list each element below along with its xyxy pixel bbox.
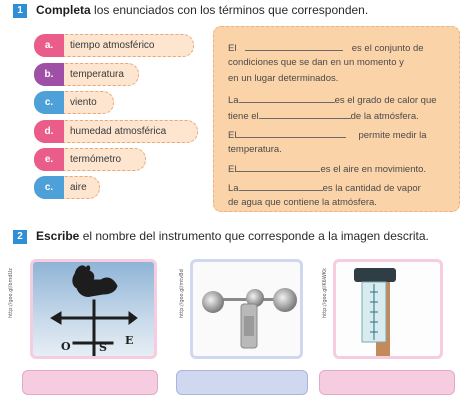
rain-gauge-icon [336,262,440,356]
instruction-bold: Completa [36,3,91,17]
statement-text: El [228,130,237,141]
term-c[interactable] [34,91,114,114]
section-number-2: 2 [13,230,27,244]
image-2-caption: http://goo.gl/mtvBd [179,269,185,318]
term-e[interactable] [34,148,146,171]
statement-text: El [228,43,237,54]
section-number-1: 1 [13,4,27,18]
term-letter: b. [34,63,64,86]
term-text: aire [70,182,87,193]
answer-box-1[interactable] [22,370,158,395]
statement-text: es la cantidad de vapor [322,183,421,194]
statement-text: permite medir la [358,130,427,141]
statement-text: es el grado de calor que [334,95,437,106]
statement-2-line-1 [228,93,437,106]
statement-1-line-2: condiciones que se dan en un momento y [228,57,404,68]
term-text: tiempo atmosférico [70,40,155,51]
statements-panel [213,26,460,212]
answer-box-3[interactable] [319,370,455,395]
instruction-text: los enunciados con los términos que corresponden. [90,3,369,17]
image-1-caption: http://goo.gl/bmdUz [8,268,14,318]
rain-gauge-image [333,259,443,359]
term-text: temperatura [70,69,124,80]
statement-1-line-3: en un lugar determinados. [228,73,339,84]
statement-text: La [228,95,239,106]
term-letter: e. [34,148,64,171]
section-1-instruction [36,3,368,17]
statement-text: La [228,183,239,194]
instruction-bold: Escribe [36,229,80,243]
statement-1-line-1 [228,41,424,54]
statement-5-line-2: de agua que contiene la atmósfera. [228,197,377,208]
statement-text: es el aire en movimiento. [320,164,427,175]
answer-blank-3[interactable] [236,128,346,138]
term-text: viento [70,97,97,108]
statement-text: es el conjunto de [351,43,424,54]
term-a[interactable] [34,34,194,57]
answer-blank-4[interactable] [236,162,320,172]
term-letter: a. [34,34,64,57]
term-letter: c. [34,91,64,114]
statement-3-line-1 [228,128,427,141]
weather-vane-image [30,259,157,359]
answer-blank-1[interactable] [245,41,343,51]
anemometer-icon [193,262,300,356]
weather-vane-icon [33,262,154,356]
answer-blank-2a[interactable] [239,93,335,103]
term-d[interactable] [34,120,198,143]
answer-blank-5[interactable] [239,181,323,191]
statement-3-line-2: temperatura. [228,144,282,155]
section-2-instruction [36,229,429,243]
answer-box-2[interactable] [176,370,308,395]
statement-4 [228,162,426,175]
term-text: termómetro [70,154,122,165]
image-3-caption: http://goo.gl/K6WKk [322,268,328,318]
term-letter: c. [34,176,64,199]
statement-5-line-1 [228,181,421,194]
term-text: humedad atmosférica [70,126,167,137]
anemometer-image [190,259,303,359]
statement-text: El [228,164,237,175]
term-f[interactable] [34,176,100,199]
statement-text: de la atmósfera. [350,111,419,122]
statement-2-line-2 [228,109,419,122]
letter-e: E [125,334,134,347]
statement-text: tiene el [228,111,259,122]
term-b[interactable] [34,63,139,86]
letter-s: S [99,341,107,354]
letter-o: O [61,340,71,353]
term-letter: d. [34,120,64,143]
answer-blank-2b[interactable] [259,109,351,119]
instruction-text: el nombre del instrumento que corresponde a la imagen descrita. [79,229,429,243]
